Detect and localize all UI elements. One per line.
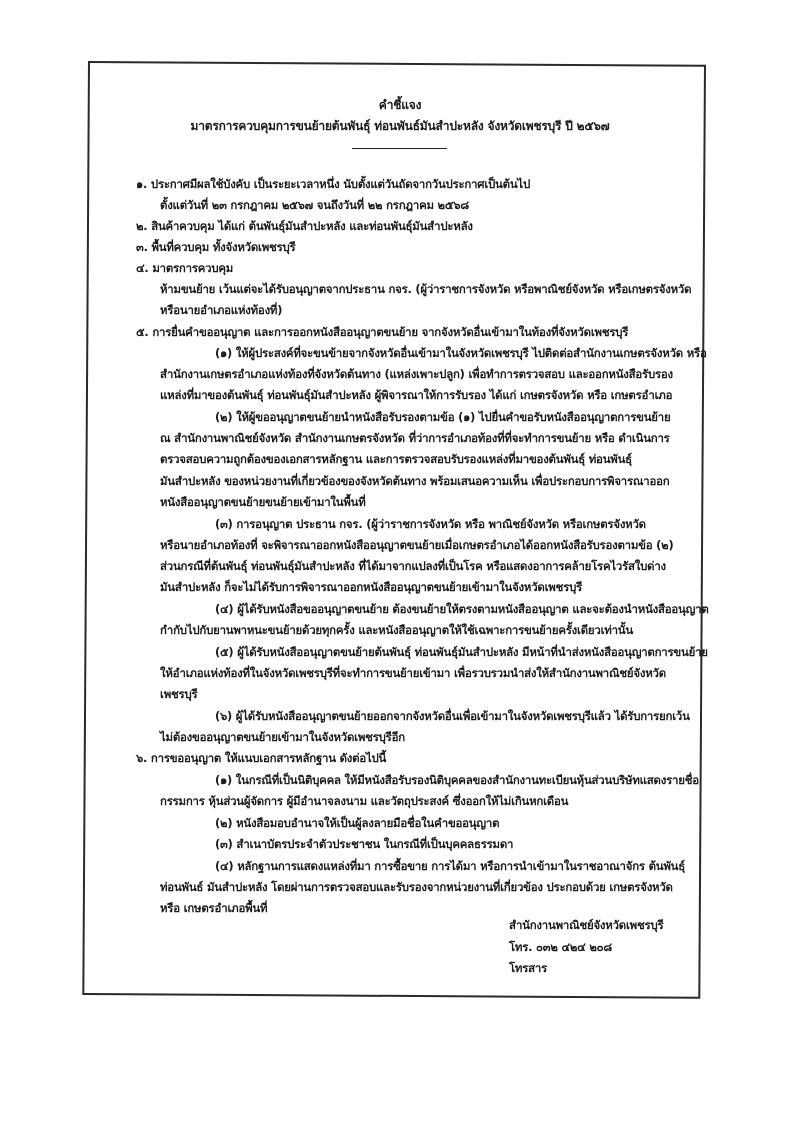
item-3: ๓. พื้นที่ควบคุม ทั้งจังหวัดเพชรบุรี bbox=[136, 240, 296, 254]
item-5-2-line-5: หนังสืออนุญาตขนย้ายขนย้ายเข้ามาในพื้นที่ bbox=[160, 495, 366, 509]
item-5-heading: ๕. การยื่นคำขออนุญาต และการออกหนังสืออนุญาตขนย้าย จากจังหวัดอื่นเข้ามาในท้องที่จังหวัดเพชรบุรี bbox=[136, 325, 629, 339]
item-1-line-1: ๑. ประกาศมีผลใช้บังคับ เป็นระยะเวลาหนึ่ง นับตั้งแต่วันถัดจากวันประกาศเป็นต้นไป bbox=[136, 177, 530, 191]
signature-fax: โทรสาร bbox=[509, 961, 548, 975]
item-4-heading: ๔. มาตรการควบคุม bbox=[136, 261, 234, 275]
item-5-2-line-4: มันสำปะหลัง ของหน่วยงานที่เกี่ยวข้องของจังหวัดต้นทาง พร้อมเสนอความเห็น เพื่อประกอบการพิจารณาออก bbox=[160, 474, 670, 488]
title-divider bbox=[352, 148, 447, 149]
item-5-3-line-1: (๓) การอนุญาต ประธาน กจร. (ผู้ว่าราชการจังหวัด หรือ พาณิชย์จังหวัด หรือเกษตรจังหวัด bbox=[215, 517, 646, 531]
item-5-1-line-2: สำนักงานเกษตรอำเภอแห่งท้องที่จังหวัดต้นทาง (แหล่งเพาะปลูก) เพื่อทำการตรวจสอบ และออกหนังสือรับรอง bbox=[160, 367, 673, 381]
item-6-4-line-2: ท่อนพันธ์ มันสำปะหลัง โดยผ่านการตรวจสอบและรับรองจากหน่วยงานที่เกี่ยวข้อง ประกอบด้วย เกษตรจังหวัด bbox=[160, 880, 673, 894]
item-5-5-line-1: (๕) ผู้ได้รับหนังสืออนุญาตขนย้ายต้นพันธุ์ ท่อนพันธุ์มันสำปะหลัง มีหน้าที่นำส่งหนังสืออนุญาตการขนย้าย bbox=[215, 645, 708, 659]
signature-phone: โทร. ๐๓๒ ๔๒๔ ๒๐๘ bbox=[509, 940, 613, 954]
item-1-line-2: ตั้งแต่วันที่ ๒๓ กรกฎาคม ๒๕๖๗ จนถึงวันที่ ๒๒ กรกฎาคม ๒๕๖๘ bbox=[160, 198, 469, 212]
item-5-5-line-2: ให้อำเภอแห่งท้องที่ในจังหวัดเพชรบุรีที่จะทำการขนย้ายเข้ามา เพื่อรวบรวมนำส่งให้สำนักงานพาณิชย์จังหวัด bbox=[160, 666, 666, 680]
item-5-1-line-1: (๑) ให้ผู้ประสงค์ที่จะขนข้ายจากจังหวัดอื่นเข้ามาในจังหวัดเพชรบุรี ไปติดต่อสำนักงานเกษตรจังหวัด หรือ bbox=[215, 346, 707, 360]
item-5-4-line-1: (๔) ผู้ได้รับหนังสือขออนุญาตขนย้าย ต้องขนย้ายให้ตรงตามหนังสืออนุญาต และจะต้องนำหนังสืออนุญาต bbox=[215, 602, 709, 616]
item-6-2: (๒) หนังสือมอบอำนาจให้เป็นผู้ลงลายมือชื่อในคำขออนุญาต bbox=[215, 816, 500, 830]
item-5-5-line-3: เพชรบุรี bbox=[160, 687, 198, 701]
item-5-2-line-3: ตรวจสอบความถูกต้องของเอกสารหลักฐาน และการตรวจสอบรับรองแหล่งที่มาของต้นพันธุ์ ท่อนพันธุ์ bbox=[160, 452, 632, 466]
item-5-6-line-1: (๖) ผู้ได้รับหนังสืออนุญาตขนย้ายออกจากจังหวัดอื่นเพื่อเข้ามาในจังหวัดเพชรบุรีแล้ว ได้รับการยกเว้น bbox=[215, 709, 690, 723]
item-5-3-line-2: หรือนายอำเภอท้องที่ จะพิจารณาออกหนังสืออนุญาตขนย้ายเมื่อเกษตรอำเภอได้ออกหนังสือรับรองตามข้อ (๒) bbox=[160, 538, 674, 552]
document-subtitle: มาตรการควบคุมการขนย้ายต้นพันธุ์ ท่อนพันธ์มันสำปะหลัง จังหวัดเพชรบุรี ปี ๒๕๖๗ bbox=[190, 119, 610, 133]
item-6-heading: ๖. การขออนุญาต ให้แนบเอกสารหลักฐาน ดังต่อไปนี้ bbox=[136, 751, 387, 765]
item-6-1-line-2: กรรมการ หุ้นส่วนผู้จัดการ ผู้มีอำนาจลงนาม และวัตถุประสงค์ ซึ่งออกให้ไม่เกินหกเดือน bbox=[160, 794, 569, 808]
item-5-4-line-2: กำกับไปกับยานพาหนะขนย้ายด้วยทุกครั้ง และหนังสืออนุญาตให้ใช้เฉพาะการขนย้ายครั้งเดียวเท่านั้น bbox=[160, 623, 633, 637]
item-5-2-line-1: (๒) ให้ผู้ขออนุญาตขนย้ายนำหนังสือรับรองตามข้อ (๑) ไปยื่นคำขอรับหนังสืออนุญาตการขนย้าย bbox=[215, 410, 671, 424]
item-5-2-line-2: ณ สำนักงานพาณิชย์จังหวัด สำนักงานเกษตรจังหวัด ที่ว่าการอำเภอท้องที่ที่จะทำการขนย้าย หรือ ดำเนินการ bbox=[160, 431, 670, 445]
item-5-6-line-2: ไม่ต้องขออนุญาตขนย้ายเข้ามาในจังหวัดเพชรบุรีอีก bbox=[160, 730, 405, 744]
signature-office: สำนักงานพาณิชย์จังหวัดเพชรบุรี bbox=[509, 918, 664, 932]
item-5-3-line-4: มันสำปะหลัง ก็จะไม่ได้รับการพิจารณาออกหนังสืออนุญาตขนย้ายเข้ามาในจังหวัดเพชรบุรี bbox=[160, 580, 583, 594]
item-5-3-line-3: ส่วนกรณีที่ต้นพันธุ์ ท่อนพันธุ์มันสำปะหลัง ที่ได้มาจากแปลงที่เป็นโรค หรือแสดงอาการคล้ายโรคไวรัสใบด่าง bbox=[160, 559, 666, 573]
item-4-line-1: ห้ามขนย้าย เว้นแต่จะได้รับอนุญาตจากประธาน กจร. (ผู้ว่าราชการจังหวัด หรือพาณิชย์จังหวัด หรือเกษตรจังหวัด bbox=[160, 282, 692, 296]
item-6-4-line-3: หรือ เกษตรอำเภอพื้นที่ bbox=[160, 901, 268, 915]
item-5-1-line-3: แหล่งที่มาของต้นพันธุ์ ท่อนพันธุ์มันสำปะหลัง ผู้พิจารณาให้การรับรอง ได้แก่ เกษตรจังหวัด หรือ เกษตรอำเภอ bbox=[160, 388, 673, 402]
item-6-1-line-1: (๑) ในกรณีที่เป็นนิติบุคคล ให้มีหนังสือรับรองนิติบุคคลของสำนักงานทะเบียนหุ้นส่วนบริษัทแสดงรายชื่อ bbox=[215, 773, 699, 787]
item-2: ๒. สินค้าควบคุม ได้แก่ ต้นพันธุ์มันสำปะหลัง และท่อนพันธุ์มันสำปะหลัง bbox=[136, 219, 473, 233]
item-6-4-line-1: (๔) หลักฐานการแสดงแหล่งที่มา การซื้อขาย การได้มา หรือการนำเข้ามาในราชอาณาจักร ต้นพันธุ์ bbox=[215, 859, 686, 873]
document-title: คำชี้แจง bbox=[378, 98, 422, 112]
item-4-line-2: หรือนายอำเภอแห่งท้องที่) bbox=[160, 303, 283, 317]
item-6-3: (๓) สำเนาบัตรประจำตัวประชาชน ในกรณีที่เป็นบุคคลธรรมดา bbox=[215, 837, 514, 851]
